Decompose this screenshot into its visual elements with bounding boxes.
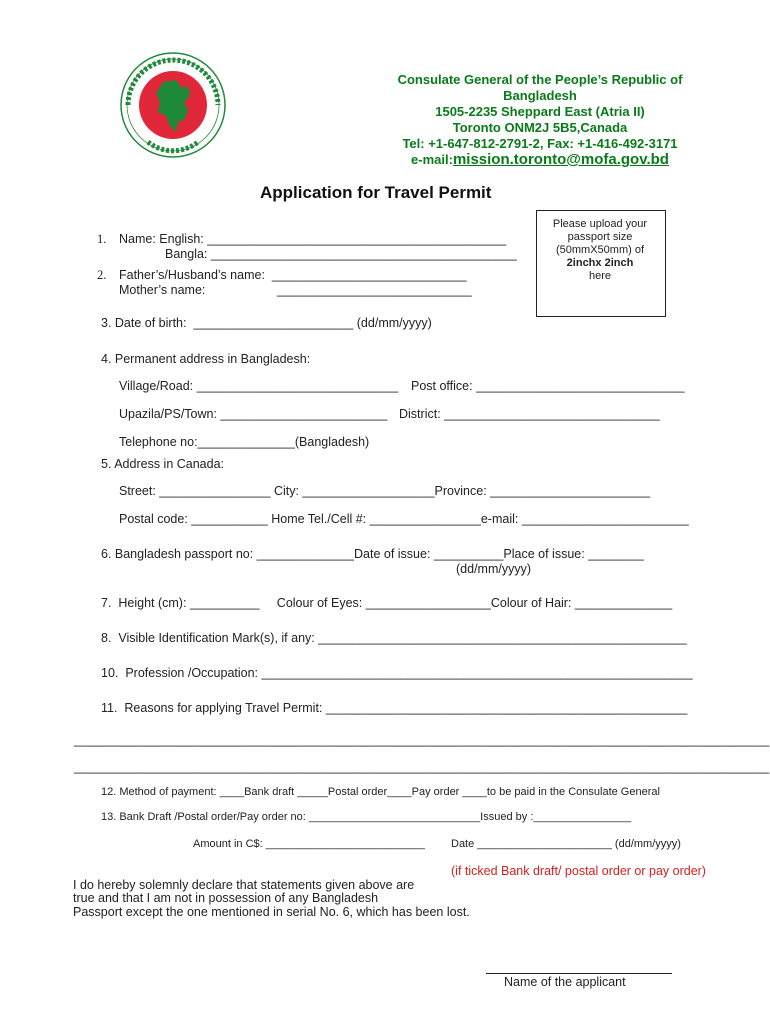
consulate-phone-fax: Tel: +1-647-812-2791-2, Fax: +1-416-492-3171 <box>402 136 678 151</box>
declaration-line: I do hereby solemnly declare that statements given above are <box>73 878 415 892</box>
passport-date-format: (dd/mm/yyyy) <box>456 562 531 576</box>
payment-method-field[interactable]: 12. Method of payment: ____Bank draft _____Postal order____Pay order ____to be paid in the Consulate General <box>101 786 660 798</box>
photo-note-line: 2inchx 2inch <box>566 257 634 269</box>
q2-number: 2. <box>97 268 107 282</box>
canada-street-city-province-field[interactable]: Street: ________________ City: ___________________Province: _______________________ <box>119 484 651 498</box>
passport-number-field[interactable]: 6. Bangladesh passport no: ______________Date of issue: __________Place of issue: ________ <box>101 547 644 561</box>
declaration-line: true and that I am not in possession of any Bangladesh <box>73 891 379 905</box>
post-office-field[interactable]: Post office: ______________________________ <box>411 379 685 393</box>
name-bangla-field[interactable]: Bangla: ____________________________________________ <box>165 247 517 261</box>
photo-note-line: here <box>588 270 612 282</box>
district-field[interactable]: District: _______________________________ <box>399 407 660 421</box>
reasons-blank-line[interactable]: ____________________________________________________________________________________________________ <box>74 733 770 747</box>
consulate-address-line2: Toronto ONM2J 5B5,Canada <box>452 120 628 135</box>
declaration-line: Passport except the one mentioned in serial No. 6, which has been lost. <box>73 905 470 919</box>
consulate-name-line2: Bangladesh <box>503 88 577 103</box>
reasons-blank-line[interactable]: ____________________________________________________________________________________________________ <box>74 760 770 774</box>
mother-name-label: Mother’s name: <box>119 283 206 297</box>
email-link[interactable]: mission.toronto@mofa.gov.bd <box>452 151 669 168</box>
consulate-name-line1: Consulate General of the People’s Republic of <box>397 72 683 87</box>
village-road-field[interactable]: Village/Road: _____________________________ <box>119 379 399 393</box>
father-name-field[interactable]: Father’s/Husband’s name: ____________________________ <box>119 268 467 282</box>
government-seal-icon <box>118 50 228 160</box>
height-eyes-hair-field[interactable]: 7. Height (cm): __________ Colour of Eyes: __________________Colour of Hair: ______________ <box>101 596 673 610</box>
payment-instrument-number-field[interactable]: 13. Bank Draft /Postal order/Pay order no: ____________________________Issued by :________________ <box>101 811 632 823</box>
telephone-bd-field[interactable]: Telephone no:______________(Bangladesh) <box>119 435 370 449</box>
canada-postal-phone-email-field[interactable]: Postal code: ___________ Home Tel./Cell #: ________________e-mail: ________________________ <box>119 512 689 526</box>
q1-number: 1. <box>97 232 107 246</box>
amount-field[interactable]: Amount in C$: __________________________ <box>193 838 425 850</box>
date-of-birth-field[interactable]: 3. Date of birth: _______________________ (dd/mm/yyyy) <box>101 316 432 330</box>
email-label: e-mail: <box>411 152 453 167</box>
signature-label: Name of the applicant <box>504 975 626 989</box>
photo-note-line: (50mmX50mm) of <box>555 244 645 256</box>
mother-name-field[interactable]: ____________________________ <box>277 283 472 297</box>
form-title: Application for Travel Permit <box>260 183 492 202</box>
permanent-address-heading: 4. Permanent address in Bangladesh: <box>101 352 311 366</box>
photo-upload-note <box>540 218 660 283</box>
payment-date-field[interactable]: Date ______________________ (dd/mm/yyyy) <box>451 838 681 850</box>
identification-marks-field[interactable]: 8. Visible Identification Mark(s), if any: _____________________________________________________ <box>101 631 687 645</box>
consulate-email <box>350 151 730 168</box>
photo-note-line: Please upload your <box>552 218 648 230</box>
signature-line[interactable] <box>486 973 672 974</box>
profession-field[interactable]: 10. Profession /Occupation: ______________________________________________________________ <box>101 666 693 680</box>
photo-note-line: passport size <box>567 231 633 243</box>
name-english-field[interactable]: Name: English: ___________________________________________ <box>119 232 507 246</box>
upazila-field[interactable]: Upazila/PS/Town: ________________________ <box>119 407 388 421</box>
reasons-field[interactable]: 11. Reasons for applying Travel Permit: ____________________________________________________ <box>101 701 688 715</box>
canada-address-heading: 5. Address in Canada: <box>101 457 224 471</box>
payment-note: (if ticked Bank draft/ postal order or pay order) <box>451 864 706 878</box>
consulate-address-line1: 1505-2235 Sheppard East (Atria II) <box>435 104 645 119</box>
